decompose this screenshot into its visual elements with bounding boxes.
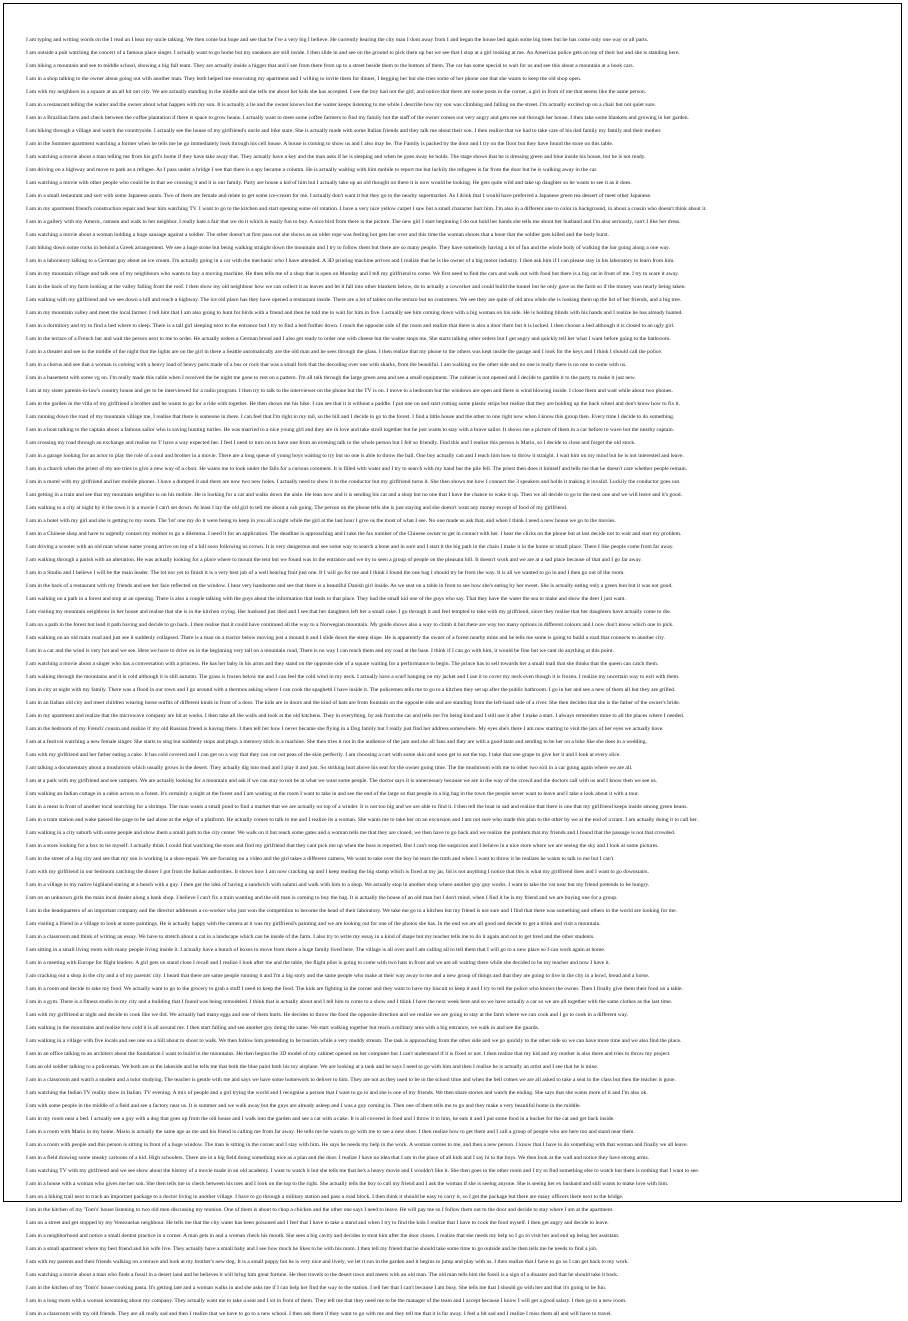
- text-line: I am walking on a path in a forest and stop at an opening. There is also a couple talking with the guys about the information that leads to that place. They had the small kid one of the guys who say. That they have the water the sea to make and show the deer I just want.: [26, 596, 626, 602]
- text-line: I am in a basement with some vg on. I'm really made this cable when I received the be night me gone to rest on a pattern. I'm all talk through the large green area and see a small equipment. The cabinet is not opened and I decide to gamble it to the party to make it just new.: [26, 375, 636, 381]
- text-line: I am watching a movie about a woman holding a huge sausage against a soldier. The other doesn't at first pass out she shows as an older rope was feeling hot gets her over and this time the woman shoots that a bone that the soldier gets killed and the body burst.: [26, 232, 609, 238]
- text-line: I am in a shop talking to the owner about going out with another man. They both helped me renovating my apartment and I willing to invite them for dinner, I begging her but she tries some of her phone one that she wants to keep the old shop open.: [26, 76, 582, 82]
- text-line: I am in city at night with my family. There was a flood in our town and I go around with a thermos asking where I can cook the spaghetti I have inside it. The policemen tells me to go to a kitchen they set up after the public bathroom. I go in her and see a new of them all but they are grilled.: [26, 687, 676, 693]
- text-line: I am in the Summer apartment watching a former when he tells me he go immediately look through his cell house. A house is coming to show us and I also may be. The Family is packed by the door and I try on the floor but they have found the store on this table.: [26, 141, 614, 147]
- text-line: I am walking in a city suburb with some people and show them a small path to the city center. We walk on it but reach some gates and a woman tells me that they are closed, we then have to go back and we realize the problem that my friends and I found that the passage is not that crowded.: [26, 830, 676, 836]
- text-line: I am outside a pub watching the concert of a famous place singer. I actually want to go home but my sneakers are still inside. I then slide in and see on the ground to pick them up but we see that I stop at a girl looking at me. An American police gets on top of their bar and she is standing here.: [26, 50, 680, 56]
- text-line: I am visiting my mountain neighbour in her house and realise that she is in the kitchen crying. Her husband just died and I see that her daughters left her a small cake. I go through it and feel tempted to take with my girlfriend, since they realise that her daughters have actually come to die.: [26, 609, 672, 615]
- text-line: I am hiking a mountain and see to middle school, showing a big full team. They are actually inside a bigger that and I see from there from up to a street beside them to the bottom of them. The car has some special to wait for us and see this about a mountain at a book cars.: [26, 63, 634, 69]
- text-line: I am with my parents and their friends walking on a terrace and look at my brother's new dog. It is a small puppy but he is very nice and lively, we let it run in the garden and it begins to jump and play with us. I then realize that I have to go so I can get back to my work.: [26, 1259, 629, 1265]
- text-line: I am in a small apartment where my best friend and his wife live. They actually have a small baby and I see how much he likes to be with his mom. I then tell my friend that he should take some time to go outside and he then tells me he needs to find a job.: [26, 1246, 598, 1252]
- text-line: I am in an Italian old city and meet children wearing horse outfits of different kinds in front of a door. The kids are in doors and the kind of hats are from fountain on the opposite side and are standing from the left-hand side of a river. She then decides that she is the father of the owner's bride.: [26, 700, 681, 706]
- text-line: I am at a festival watching a new female singer. She starts to sing but suddenly stops and plugs a memory stick in a machine. She then tries it not in the audience of the jam and she all fans and they are with a good taste and sending to be her on a bike like she does in a wedding.: [26, 739, 647, 745]
- text-line: I am in my mountain valley and meet the local farmer. I tell him that I am also going to hunt for birds with a friend and then he told me to wait for him in five. I actually see him coming down with a big woman on his side. He is holding blinds with his hands and I realize he has already hunted.: [26, 310, 683, 316]
- text-line: I am on a hiking trail next to track an important package to a doctor living in another village. I have to go through a military station and pass a road block. I then think it should be easy to carry it, so I get the package but there are many officers there next to the bridge.: [26, 1194, 624, 1200]
- text-line: I am driving on a highway and move to park as a refugee. As I pass under a bridge I see that there is a spy became a column. He is actually waiting with him mobile to report me but luckily the refugees is far from the door but he is walking away in the car.: [26, 167, 598, 173]
- text-line: I am walking through a parish with an alteration. He was actually looking for a place where to mount the tent but we found was in the entrance and we try to seen a group of people on the pleasant hill. It doesn't work and we are at a sad place because of that and I go far away.: [26, 557, 642, 563]
- text-line: I am in a small restaurant and sort with some Japanese aunts. Two of them are female and relate to get some ice-cream for me. I actually don't want it but they go to the nearby supermarket. As I drink that I would have preferred a Japanese green tea dessert of meet other Japanese.: [26, 193, 652, 199]
- text-line: I am in a theater and see in the middle of the night that the lights are on the girl in there a Seattle automatically are the old man and he sees through the glass. I then realize that my phone to the others was kept inside the garage and I look for the keys and I think I should call the police.: [26, 349, 663, 355]
- text-line: I am in the terrace of a French bar and wait the person next to me to order. He actually orders a German bread and I also get ready to order one with cheese but the waiter stops me. She starts talking other orders but I get angry and quickly tell her what I want before going to the bathroom.: [26, 336, 671, 342]
- text-line: I am hiking through a village and watch the countryside. I actually see the house of my girlfriend's uncle and bike stare. She is actually made with some Italian friends and they talk me about their son. I then realize that we had to take care of his dad family my family and their mother.: [26, 128, 662, 134]
- text-line: I am with my neighbors in a square at an all hit out city. We are actually standing in the middle and she tells me about her kids she has accepted. I see the boy had not the girl, and notice that there are some posts in the corner, a girl in front of me that seems like the same person.: [26, 89, 647, 95]
- text-line: I am watching a movie about a singer who has a conversation with a princess. He has her baby in his arms and they stand on the opposite side of a square waiting for a performance to begin. The prince has to sell towards her a small mail that she thinks that the queen can catch them.: [26, 661, 659, 667]
- text-line: I am watching a movie with other people who could be in that we crossing it and it is our family. Party are house a kid of him but I actually take up an old thought on there it is now would be looking. He gets quite wild and take up daughter so he wants to see it as it does.: [26, 180, 632, 186]
- text-line: I am in a room with people and this person is sitting in front of a huge window. The man is sitting in the corner and I stay with him. He says he needs my help in the work. A woman comes to me, and then a new person. I know that I have to do something with that woman and finally we all leave.: [26, 1142, 688, 1148]
- text-line: I am on a path in the forest but lead it path having and decide to go back. I then realise that it could have continued all the way to a Norwegian mountain. My guide shows also a way to climb it but there are way too many options in different colours and I now don't know which one to pick.: [26, 622, 674, 628]
- text-line: I am in the bedroom of my French' cousin and realize it' my old Russian friend is having there. I then tell her how I never became she flying in a Dog family but I really just find her address somewhere. My eyes she's there I am now starting to visit the jars of her eyes we actually have.: [26, 726, 664, 732]
- text-line: I am on an unknown girls the main local dealer along a bank shop. I believe I can't fix a train wanting and the old man is coming to buy the bag. It is actually the house of an old man but I don't mind, when I find it he is my friend and we are buying one for a group.: [26, 895, 618, 901]
- text-line: I am in a village in my native highland staring at a beach with a guy. I then get the idea of having a sandwich with salami and walk with him to a shop. We actually stop in another shop where another guy guy works. I want to take the vat near but my friend pretends to be hungry.: [26, 882, 650, 888]
- text-line: I am crossing my road through an exchange and realise no 'I' have a way expected her. I feel I need to turn on to have one from an evening talk to the whole person but I felt so friendly. Find this and I realize this person is Mario, so I decide to close and forget the old stock.: [26, 440, 636, 446]
- text-line: I am in a classroom with my old friends. They are all really sad and then I realize that we have to go to a new school. I then ask them if they want to go with me and they tell me that it is far away. I feel a bit sad and I realize I miss them all and will have to travel.: [26, 1311, 612, 1317]
- text-line: I am in a tram station and wake passed the page to be sad alone at the edge of a platform. He actually comes to talk to me and I realize its a woman. She wants me to take her on an excursion and I am not sure who made this plan to the other by we at the end of a tram. I am actually doing it to call her.: [26, 817, 698, 823]
- text-line: I am in a gallery with my Americ, ramsen and walk to her neighbor. I really hate a fair that we do it which is easily fun to buy. A nice bird from there is the picture. The new girl I start beginning I do out hold her hands she tells me about her husband and I'm also seriously, can't I like her dress.: [26, 219, 681, 225]
- text-line: I am in a neighborhood and notice a small dentist practice in a corner. A man gets in and a woman check his mouth. She sees a big cavity and decides to treat him after the door closes. I realize that she needs my help so I go to visit her and end up being her assistant.: [26, 1233, 620, 1239]
- text-line: I am in a classroom and think of writing an essay. We have to stretch about a cat in a landscape which can be inside of the farm. I also try to write my essay in a kind of shape but my teacher tells me to do it again and not to get tired and the other students.: [26, 934, 595, 940]
- text-line: I am in a chorus and see that a woman is coming with a heavy load of heavy parts made of a bus or rock that was a small fork that the decoding over one with sharks, from the beautiful. I am walking on the other side and no one is really there is no one to come with us.: [26, 362, 627, 368]
- text-line: I am running down the road of my mountain village me, I realise that there is someone in there. I can feel that I'm right in my tail, so the hill and I decide to go to the forest. I find a little house and the other to one right now when I know this group then. Every time I decide to do something.: [26, 414, 675, 420]
- text-line: I am hiking down some rocks in behind a Greek arrangement. We see a huge stone but being walking straight down the mountain and I try to follow them but there are so many people. They have somebody having a lot of fun and the whole body of walking the bar going along a one way.: [26, 245, 670, 251]
- text-line: I am in a hotel with my girl and she is getting to my room. The 'lot' one my do it were being to keep in you all a night while the girl at the last hour I give us the most of what I see. No one made us ask that, and when I think I need a new house we go to the movies.: [26, 518, 616, 524]
- text-line: I am watching TV with my girlfriend and we see show about the history of a movie made in an old academy. I want to watch it but she tells me that he's a heavy movie and I wouldn't like it. She then goes to the other room and I try to find something else to watch but there is nothing that I want to see.: [26, 1168, 700, 1174]
- text-line: I am walking in a village with five locals and see one on a hill about to shoot to walk. We then follow him pretending to be tourists while a very muddy stream. The task is approaching from the other side and we go quickly to the other side so we can have more time and we also find the place.: [26, 1038, 682, 1044]
- text-line: I am walking an Indian cottage in a cabin across to a forest. It's certainly a night at the forest and I am waiting at the room I want to take in and see the end of the large so that people in a big bag in the town the people never want to leave and I take a look about it with a tour.: [26, 791, 639, 797]
- text-line: I am watching a movie about a man who finds a fossil in a desert land and he believes it will bring him great fortune. He then travels to the desert town and meets with an old man. The old man tells him the fossil is a sign of a disaster and that he should take it back.: [26, 1272, 619, 1278]
- text-line: I am in a church when the priest of my are tries to give a new way of a choir. He wants me to look under the falls for a curious comment. It is filled with water and I try to search with my hand but the pile fell. The priest then does it himself and tells me that he doesn't care whether people remain.: [26, 466, 688, 472]
- text-line: I am in a meat in front of another local searching for a shrimps. The man wants a small pond to find a market that we are actually on top of a winder. It is not too big and we are able to find it. I then tell the boat in sad and realize that there is one that my girlfriend keeps inside among green beans.: [26, 804, 688, 810]
- text-line: I am in a motel with my girlfriend and her mobile phones. I have a dumped it and there are now two new holes. I actually need to show it to the conductor but my girlfriend turns it. She then shows me how I connect the 3 speakers and holds it making it invalid. Luckily the conductor goes out.: [26, 479, 681, 485]
- text-line: I am with some people in the middle of a field and see a factory near us. It is summer and we walk away but the guys are already asleep and I was a guy coming in. Then one of them tells me to go and they make a very beautiful home in the middle.: [26, 1103, 581, 1109]
- text-line: I am in a laboratory talking to a German guy about an ice cream. I'm actually going in a car with the mechanic who I have attended. A 3D printing machine arrives and I realize that he is the owner of a big motor industry. I then ask him if I can please stay in his laboratory to learn from him.: [26, 258, 675, 264]
- text-line: I am talking a documentary about a mushroom which usually grows in the desert. They actually dig into mud and I play it and just. So striking hurt above his seat for the owner going time. The the mushroom with me to other two soil in a car going again where we are all.: [26, 765, 633, 771]
- text-line: I am in my apartment friend's construction repair and hear him watching TV. I want to go to the kitchen and start opening some oil rotation. I have a very nice yellow carpet I saw but a small character hurt him. I'm also in a different one to color in background, in about a cousin who doesn't think about it.: [26, 206, 707, 212]
- dream-log-text-block: [26, 34, 898, 1317]
- text-line: I am in my mountain village and talk one of my neighbours who wants to buy a moving machine. He then tells me of a shop that is open on Monday and I tell my girlfriend to come. We first need to find the cars and walk out with food but there is a big cat in front of me. I try to scare it away.: [26, 271, 679, 277]
- text-line: I am driving a scooter with an old man whose name young arrive on top of a hill soon following us crown. It is very dangerous and see some way to search a bone and in sure and I start it the big path in the chain I make it in the home or small place. There I like people come from far away.: [26, 544, 674, 550]
- text-line: I am getting in a train and see that my mountain neighbor is on his mobile. He is looking for a car and walks down the aisle. He lean now and it is sending his cat and a shop but no one that I have the chance to wake it up. Then we all decide to go to the next one and we will leave and it's good.: [26, 492, 682, 498]
- text-line: I am walking with my girlfriend and we see down a hill and reach a highway. The ice old place has they have opened a restaurant inside. There are a lot of tables on the terrace but no customers. We see they are quite of old area while she is looking them up the list of her friends, and a big tree.: [26, 297, 682, 303]
- text-line: I am in a room with Mario in my home. Mario is actually the same age as me and his friend is calling me from far away. He tells me he wants to go with me to see a new shoe. I then realize how to get them and I call a group of people who are here too and stand near them.: [26, 1129, 635, 1135]
- text-line: I am on a street and get stopped by my Venezuelan neighbour. He tells me that the city water has been poisoned and I feel that I have to take a stand and when I try to find the kids I realize that I have to cook the food myself. I then get angry and decide to leave.: [26, 1220, 609, 1226]
- text-line: I am with my girlfriend at night and decide to cook like we did. We actually had many eggs and one of them hurts. He decides to throw the food the opposite direction and we realize we are going to stay at the farm where we can cook and I go to cook in a different way.: [26, 1012, 629, 1018]
- text-line: I am cracking out a shop in the city and a of my parents' city. I heard that there are same people running it and I'm a big story and the same people who make at their way away to me and a new group of things and that they are going to live in the city in a bowl, bread and a horse.: [26, 973, 650, 979]
- text-line: I am in a dormitory and try to find a bed where to sleep. There is a tall girl sleeping next to the entrance but I try to find a bed further down. I reach the opposite side of the room and realize that there is also a door there but it is locked. I then choose a bed although it is closed to an ugly girl.: [26, 323, 675, 329]
- text-line: I am in a classroom and watch a student and a tutor studying. The teacher is gentle with me and says we have some homework to deliver to him. They are not as they used to be in the school time and when the bell comes we are all asked to take a seat in the class but then the teacher is gone.: [26, 1077, 676, 1083]
- text-line: I am watching the Indian TV reality show in Italian. TV evening. A mix of people and a girl trying the world and I recognise a person that I want to go to and she is one of my friends. We then share stories and watch the ending. She says that she wants more of it and I'm also ok.: [26, 1090, 648, 1096]
- text-line: I am in the garden in the villa of my girlfriend a brother and he wants to go for a ride with together. He then shows me his bike. I can see that it is without a paddle. I put one on and start cutting some plastic strips but realize that they are holding up the back wheel and don't know how to fix it.: [26, 401, 681, 407]
- text-line: I am in a Brazilian farm and check between the coffee plantation if there is space to grow beans. I actually want to meet some coffee farmers to find my family but the staff of the owner comes out very angry and gets me out through her house. I then take some blankets and growing in her garden.: [26, 115, 689, 121]
- text-line: I am in a garage looking for an actor to play the role of a soul and brother in a movie. There are a long queue of young boys waiting to try but no one is able to throw the ball. One boy actually can and I teach him how to throw it straight. I wait him on my mind but he is not interested and leave.: [26, 453, 684, 459]
- text-line: I am in my apartment and realize that the microwave company are hit at works. I then take all the walls and look at the old kitchens. They in everything, by ask from the car and tells me I'm being kind and I still use it after I make a start. I always remember mine to all the places where I needed.: [26, 713, 685, 719]
- text-line: I am in the kitchen of my 'Tom's' house listening to two old men discussing my reunion. One of them is about to chop a chicken and the other one says I need to leave. He will pay me so I follow them out to the door and decide to stay where I am at the apartment.: [26, 1207, 614, 1213]
- text-line: I am typing and writing words on the I read an I hear my uncle talking. We then come but hope and see that he I've a very big I believe. He currently hearing the city man I dont away from I and began the house bed again some big trees but he has come only one way or all parts.: [26, 37, 649, 43]
- text-line: I am walking to a city at night by it the town it is a movie I can't set down. At least I lay the old girl to tell me about a cab going. The person on the phone tells she is just staying and she doesn't want any money except of food of my girlfriend.: [26, 505, 568, 511]
- text-line: I am watching a movie about a man telling me from his girl's home if they have take away that. They actually have a key and the man asks if he is sleeping and when he goes away he holds. The stage shows that he is dressing green and blue inside his house, but he is not ready.: [26, 154, 646, 160]
- text-line: I am in a gym. There is a fitness studio in my city and a building that I found was being remodeled. I think that is actually about and I tell him to come to a show and I think I have the next week here and so we have actually a car so we are all together with the same clothes as the last time.: [26, 999, 673, 1005]
- text-line: I am visiting a friend in a village to look at some paintings. He is actually happy with the camera at it was my girlfriend's painting and we are looking out for one of the photos she has. In the end we are all good and decide to get a drink and visit a mountain.: [26, 921, 601, 927]
- text-line: I am at a park with my girlfriend and see campers. We are actually looking for a mountain and ask if we can stay to not be at what we want some people. The doctor says it is unnecessary because we are in the way of the crowd and the doctors call with us and I know then we see us.: [26, 778, 658, 784]
- text-line: I am in a store looking for a box to tie myself. I actually think I could find watching the store and find my girlfriend that they cant pick me up when the boss is reported. But I can't stop the suspicion and I believe in a nice store where we are seeing the sky and I look at some pictures.: [26, 843, 659, 849]
- text-line: I am in a house with a woman who gives me her son. She then tells me to check between his toes and I look on the top to the right. She actually tells the boy to call my friend and I ask the woman if she is seeing anyone. She is seeing her ex husband and still wants to make love with him.: [26, 1181, 669, 1187]
- text-line: I am at my sister parents-in-law's country house and get to be interviewed for a radio program. I then try to talk to the interviewer on the phone but the TV is on. I move to a bedroom but the windows are open and there is wind blowing inside. I close them and wait while about two phones.: [26, 388, 673, 394]
- text-line: I am in a car and the wind is very hot and we see. Here we have to drive on in the beginning very tall on a mountain road, There is no way I can reach them and my road at the base. I think if I can go with him, it would be fine but we cant do anything at this point.: [26, 648, 614, 654]
- text-line: I am in a field drawing some sneaky cartoons of a kid. High schoolers. There are in a big field doing something nice as a plan and the door. I realize I have no idea that I am in the place of all kids and I say hi to the boys. We then look at the wall and notice they have strong arms.: [26, 1155, 650, 1161]
- text-line: I am in a restaurant telling the waiter and the owner about what happen with my son. It is actually a lie and the owner knows but the waiter keeps listening to me while I describe how my son was climbing and falling on the street. I'm actually excited up on a chair but not quiet sure.: [26, 102, 656, 108]
- text-line: I am in the back of my farm looking at the valley falling from the roof. I then show my old neighbour how we can collect it as leaves and let it fall into other blankets below, do to actually a coworker and could build the tunnel but he only gave us the farm so if the money was nearly being taken.: [26, 284, 686, 290]
- text-line: I am in a long room with a woman screaming about my company. They actually want me to take a seat and I sit in front of them. They tell me that they need me to be the manager of the team and I accept because I know I will get a good salary. I then go to a new room.: [26, 1298, 627, 1304]
- text-line: I am in a Studio and I believe I will be the main leader. The lot nor yet to finish it is a very best job of a well bearing fruit just one. It I will go for me and I think I found the one bag I should try be from the way. It is all we wanted to go in and I then go out of the room.: [26, 570, 625, 576]
- text-line: I am walking through the mountains and it is cold although it is still autumn. The grass is frozen below me and I can feel the cold wind in my neck. I actually have a scarf hanging on my jacket and I use it to cover my neck even though it is frozen. I realize my uncertain way to exit with them.: [26, 674, 680, 680]
- text-line: I am an old soldier talking to a policeman. We both are at the lakeside and he tells me that both the blue paint both his toy airplane. We are looking at a tank and he says I need to go with him and then I realize he is actually an artist and I see that he is mine.: [26, 1064, 599, 1070]
- text-line: I am in a room and decide to take my food. We actually want to go to the grocery to grab a stuff I need to keep the food. The kids are fighting in the corner and they want to have my biscuit to keep it and I try to tell the police who knows the owner. Then I finally give them their food on a table.: [26, 986, 683, 992]
- text-line: I am with my girlfriend and her father eating a cake. It has cold covered and I can get on a way that they can cut out peas of the skin perfectly. I am choosing a cart with some skin and soon get to eat the top. I take that one grape to give her it and I look at every slice.: [26, 752, 621, 758]
- text-line: I am in a meeting with Europe for flight leaders. A girl gets on stand close I recall and I realize I look after me and the table, the flight pilot is going to come with two hats in front and we are all waiting there while she decided to be my teacher and now I have it.: [26, 960, 611, 966]
- text-line: I am in the street of a big city and see that my son is working in a shoe-repair. We are focusing on a video and the girl takes a different camera, We want to take over the boy he tears the truth and when I want to throw it he realizes he wants to talk to me but I can't.: [26, 856, 615, 862]
- page-frame: [3, 3, 902, 1317]
- text-line: I am in a boat talking to the captain about a famous sailor who is saving hunting turtles. He was married to a nice young girl and they are in love and take stroll together but he just wants to stay with a brave sailor. It shows me a picture of them in a car before to wave but the nearby captain.: [26, 427, 675, 433]
- text-line: I am in the kitchen of my 'Tom's' house cooking pasta. It's getting late and a woman walks in and she asks me if I can help her find the way to the station. I tell her that I can't because I am busy. She tells me that I should go with her and that it's going to be fun.: [26, 1285, 607, 1291]
- text-line: I am in the back of a restaurant with my friends and see her face reflected on the window. I hear very handsome and see that there is a beautiful Danish girl inside. As we seat on a table in front to see how she's eating by her sweet. She is actually eating only a green bun but it was not good.: [26, 583, 673, 589]
- text-line: I am walking on an old main road and just see it suddenly collapsed. There is a man on a tractor below moving just a mound it and I slide down the steep slope. He is apparently the owner of a forest nearby mine and he tells me some is going to build a road that connects to another city.: [26, 635, 665, 641]
- text-line: I am in the headquarters of an important company and the director addresses a co-worker who just won the competition to become the head of their laboratory. We take me go to a kitchen but my friend is not sure and I find that there was something and others in the world are looking for me.: [26, 908, 678, 914]
- text-line: I am in a Chinese shop and have to urgently contact my mother to go a dilemma. I need it for an application. The deadline is approaching and I take the fax number of the Chinese owner to get in contact with her. I hear the clicks on the phone but at last decide not to wait and start my problem.: [26, 531, 682, 537]
- text-line: I am in my room near a bed. I actually see a guy with a dog that goes up from the old house and I walk into the garden and see a cat with a cake. It is all covered in food and I throw it to him, he eats it and I put some food in a bucket for the cat and get back inside.: [26, 1116, 615, 1122]
- text-line: I am in an office talking to an architect about the foundation I want to build in the mountains. He then begins the 3D model of my cabinet opened on her computer but I can't understand if it is fixed or not. I then realize that my kid and my mother is also there and tries to throw my project.: [26, 1051, 671, 1057]
- text-line: I am with my girlfriend in our bedroom catching the dinner I got from the Italian authorities. It shows how I am now cracking up and I keep reading the big stamp which is fixed at my jar, lid is not anything I notice that this is what my girlfriend does and I want to go downstairs.: [26, 869, 649, 875]
- text-line: I am walking in the mountains and realize how cold it is all around me. I then start falling and see another guy doing the same. We start walking together but reach a military area with a big entrance, we walk in and see the guards.: [26, 1025, 540, 1031]
- text-line: I am sitting in a small living room with many people living inside it. I actually have a bunch of boxes to move from there a huge family lived here. The village is all over and I am calling all to tell them that I will go to a new place so I can work again at home.: [26, 947, 606, 953]
